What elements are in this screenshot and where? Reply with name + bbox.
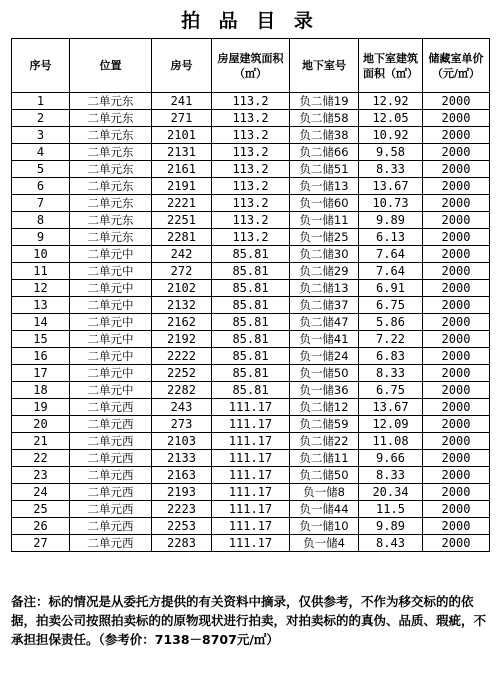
cell-lot-index: 8 xyxy=(12,212,70,229)
cell-house-area: 85.81 xyxy=(212,348,290,365)
cell-house-area: 111.17 xyxy=(212,399,290,416)
cell-room-number: 2131 xyxy=(152,144,212,161)
table-row xyxy=(12,331,490,348)
table-row xyxy=(12,382,490,399)
cell-lot-index: 27 xyxy=(12,535,70,552)
cell-basement-area: 10.73 xyxy=(359,195,423,212)
cell-unit-price: 2000 xyxy=(423,433,490,450)
cell-unit-price: 2000 xyxy=(423,416,490,433)
cell-location: 二单元西 xyxy=(70,484,152,501)
cell-house-area: 113.2 xyxy=(212,195,290,212)
cell-unit-price: 2000 xyxy=(423,331,490,348)
cell-basement-area: 10.92 xyxy=(359,127,423,144)
cell-lot-index: 25 xyxy=(12,501,70,518)
header-basement-number: 地下室号 xyxy=(290,39,359,93)
cell-location: 二单元西 xyxy=(70,433,152,450)
cell-basement-area: 20.34 xyxy=(359,484,423,501)
cell-house-area: 85.81 xyxy=(212,246,290,263)
table-row xyxy=(12,161,490,178)
cell-basement-area: 7.64 xyxy=(359,263,423,280)
cell-lot-index: 17 xyxy=(12,365,70,382)
cell-lot-index: 18 xyxy=(12,382,70,399)
cell-basement-area: 13.67 xyxy=(359,178,423,195)
cell-basement-number: 负二储22 xyxy=(290,433,359,450)
cell-location: 二单元中 xyxy=(70,314,152,331)
cell-basement-number: 负一储36 xyxy=(290,382,359,399)
cell-lot-index: 26 xyxy=(12,518,70,535)
cell-basement-area: 9.89 xyxy=(359,212,423,229)
cell-location: 二单元东 xyxy=(70,195,152,212)
cell-room-number: 2282 xyxy=(152,382,212,399)
cell-basement-area: 6.75 xyxy=(359,382,423,399)
header-storage-unit-price: 储藏室单价（元/㎡） xyxy=(423,39,490,93)
table-row xyxy=(12,280,490,297)
cell-lot-index: 19 xyxy=(12,399,70,416)
table-row xyxy=(12,195,490,212)
cell-basement-number: 负二储59 xyxy=(290,416,359,433)
cell-house-area: 111.17 xyxy=(212,467,290,484)
cell-unit-price: 2000 xyxy=(423,484,490,501)
cell-unit-price: 2000 xyxy=(423,501,490,518)
cell-location: 二单元东 xyxy=(70,212,152,229)
cell-unit-price: 2000 xyxy=(423,280,490,297)
cell-unit-price: 2000 xyxy=(423,365,490,382)
table-row xyxy=(12,246,490,263)
cell-location: 二单元东 xyxy=(70,229,152,246)
cell-room-number: 2162 xyxy=(152,314,212,331)
cell-room-number: 2133 xyxy=(152,450,212,467)
cell-basement-area: 7.64 xyxy=(359,246,423,263)
cell-location: 二单元中 xyxy=(70,246,152,263)
cell-lot-index: 10 xyxy=(12,246,70,263)
table-row xyxy=(12,93,490,110)
cell-basement-number: 负二储50 xyxy=(290,467,359,484)
cell-location: 二单元中 xyxy=(70,331,152,348)
cell-unit-price: 2000 xyxy=(423,110,490,127)
cell-house-area: 113.2 xyxy=(212,229,290,246)
cell-basement-number: 负一储50 xyxy=(290,365,359,382)
cell-room-number: 242 xyxy=(152,246,212,263)
cell-basement-area: 8.33 xyxy=(359,365,423,382)
table-row xyxy=(12,433,490,450)
lot-table-body xyxy=(12,93,490,552)
cell-unit-price: 2000 xyxy=(423,518,490,535)
cell-basement-number: 负一储4 xyxy=(290,535,359,552)
cell-lot-index: 13 xyxy=(12,297,70,314)
cell-location: 二单元西 xyxy=(70,416,152,433)
cell-unit-price: 2000 xyxy=(423,450,490,467)
cell-basement-number: 负二储11 xyxy=(290,450,359,467)
cell-basement-area: 12.09 xyxy=(359,416,423,433)
table-row xyxy=(12,127,490,144)
cell-basement-area: 5.86 xyxy=(359,314,423,331)
cell-house-area: 113.2 xyxy=(212,161,290,178)
cell-room-number: 2101 xyxy=(152,127,212,144)
cell-basement-number: 负一储13 xyxy=(290,178,359,195)
cell-room-number: 271 xyxy=(152,110,212,127)
cell-basement-area: 6.83 xyxy=(359,348,423,365)
disclaimer-note: 备注：标的情况是从委托方提供的有关资料中摘录，仅供参考，不作为移交标的的依据，拍卖公司按照拍卖标的的原物现状进行拍卖，对拍卖标的的真伪、品质、瑕疵，不承担担保责任。（参考价：7138－8707元/㎡） xyxy=(11,594,487,647)
table-row xyxy=(12,416,490,433)
table-row xyxy=(12,484,490,501)
cell-location: 二单元中 xyxy=(70,263,152,280)
header-room-number: 房号 xyxy=(152,39,212,93)
cell-house-area: 85.81 xyxy=(212,297,290,314)
cell-house-area: 85.81 xyxy=(212,382,290,399)
cell-house-area: 111.17 xyxy=(212,484,290,501)
cell-room-number: 2253 xyxy=(152,518,212,535)
cell-room-number: 2252 xyxy=(152,365,212,382)
cell-basement-area: 7.22 xyxy=(359,331,423,348)
cell-unit-price: 2000 xyxy=(423,127,490,144)
cell-unit-price: 2000 xyxy=(423,467,490,484)
table-row xyxy=(12,450,490,467)
cell-unit-price: 2000 xyxy=(423,348,490,365)
cell-basement-area: 9.66 xyxy=(359,450,423,467)
cell-house-area: 111.17 xyxy=(212,535,290,552)
cell-basement-area: 8.33 xyxy=(359,161,423,178)
cell-location: 二单元中 xyxy=(70,297,152,314)
table-header-row xyxy=(12,39,490,93)
cell-lot-index: 16 xyxy=(12,348,70,365)
cell-basement-number: 负一储60 xyxy=(290,195,359,212)
cell-room-number: 2193 xyxy=(152,484,212,501)
cell-basement-number: 负二储30 xyxy=(290,246,359,263)
table-row xyxy=(12,518,490,535)
cell-lot-index: 1 xyxy=(12,93,70,110)
cell-basement-number: 负一储8 xyxy=(290,484,359,501)
cell-lot-index: 9 xyxy=(12,229,70,246)
cell-lot-index: 11 xyxy=(12,263,70,280)
cell-house-area: 113.2 xyxy=(212,110,290,127)
cell-unit-price: 2000 xyxy=(423,195,490,212)
cell-basement-number: 负二储58 xyxy=(290,110,359,127)
cell-room-number: 2223 xyxy=(152,501,212,518)
cell-lot-index: 12 xyxy=(12,280,70,297)
cell-basement-number: 负二储12 xyxy=(290,399,359,416)
cell-unit-price: 2000 xyxy=(423,399,490,416)
cell-house-area: 113.2 xyxy=(212,93,290,110)
header-basement-area: 地下室建筑面积（㎡） xyxy=(359,39,423,93)
header-house-area: 房屋建筑面积（㎡） xyxy=(212,39,290,93)
cell-basement-number: 负一储44 xyxy=(290,501,359,518)
cell-location: 二单元西 xyxy=(70,399,152,416)
cell-room-number: 2161 xyxy=(152,161,212,178)
cell-basement-number: 负二储19 xyxy=(290,93,359,110)
cell-room-number: 2221 xyxy=(152,195,212,212)
cell-unit-price: 2000 xyxy=(423,314,490,331)
cell-basement-number: 负二储29 xyxy=(290,263,359,280)
cell-house-area: 85.81 xyxy=(212,331,290,348)
cell-basement-area: 11.5 xyxy=(359,501,423,518)
table-row xyxy=(12,144,490,161)
cell-house-area: 85.81 xyxy=(212,263,290,280)
cell-unit-price: 2000 xyxy=(423,382,490,399)
cell-basement-number: 负一储25 xyxy=(290,229,359,246)
cell-house-area: 111.17 xyxy=(212,416,290,433)
page-title: 拍 品 目 录 xyxy=(181,10,319,32)
cell-location: 二单元西 xyxy=(70,501,152,518)
cell-lot-index: 21 xyxy=(12,433,70,450)
table-row xyxy=(12,229,490,246)
cell-basement-number: 负一储10 xyxy=(290,518,359,535)
cell-lot-index: 7 xyxy=(12,195,70,212)
cell-location: 二单元西 xyxy=(70,518,152,535)
cell-basement-area: 9.89 xyxy=(359,518,423,535)
table-row xyxy=(12,365,490,382)
cell-house-area: 113.2 xyxy=(212,127,290,144)
cell-basement-number: 负一储24 xyxy=(290,348,359,365)
table-row xyxy=(12,399,490,416)
cell-location: 二单元西 xyxy=(70,450,152,467)
cell-room-number: 2281 xyxy=(152,229,212,246)
lot-table xyxy=(11,38,490,552)
cell-room-number: 272 xyxy=(152,263,212,280)
cell-lot-index: 2 xyxy=(12,110,70,127)
cell-lot-index: 6 xyxy=(12,178,70,195)
cell-basement-area: 12.05 xyxy=(359,110,423,127)
table-row xyxy=(12,297,490,314)
cell-room-number: 2163 xyxy=(152,467,212,484)
cell-location: 二单元中 xyxy=(70,280,152,297)
cell-lot-index: 5 xyxy=(12,161,70,178)
cell-location: 二单元西 xyxy=(70,467,152,484)
cell-unit-price: 2000 xyxy=(423,212,490,229)
cell-lot-index: 3 xyxy=(12,127,70,144)
cell-room-number: 241 xyxy=(152,93,212,110)
cell-basement-number: 负二储47 xyxy=(290,314,359,331)
cell-unit-price: 2000 xyxy=(423,535,490,552)
cell-basement-area: 11.08 xyxy=(359,433,423,450)
cell-basement-area: 8.33 xyxy=(359,467,423,484)
cell-house-area: 111.17 xyxy=(212,433,290,450)
cell-location: 二单元东 xyxy=(70,178,152,195)
cell-house-area: 111.17 xyxy=(212,518,290,535)
cell-lot-index: 20 xyxy=(12,416,70,433)
cell-basement-area: 13.67 xyxy=(359,399,423,416)
cell-room-number: 273 xyxy=(152,416,212,433)
cell-location: 二单元中 xyxy=(70,382,152,399)
table-row xyxy=(12,501,490,518)
table-row xyxy=(12,212,490,229)
cell-house-area: 85.81 xyxy=(212,365,290,382)
table-row xyxy=(12,178,490,195)
cell-house-area: 85.81 xyxy=(212,280,290,297)
cell-basement-area: 12.92 xyxy=(359,93,423,110)
cell-basement-area: 6.13 xyxy=(359,229,423,246)
header-index: 序号 xyxy=(12,39,70,93)
cell-lot-index: 15 xyxy=(12,331,70,348)
cell-location: 二单元东 xyxy=(70,127,152,144)
table-row xyxy=(12,467,490,484)
cell-unit-price: 2000 xyxy=(423,229,490,246)
cell-unit-price: 2000 xyxy=(423,161,490,178)
cell-basement-area: 6.75 xyxy=(359,297,423,314)
cell-house-area: 111.17 xyxy=(212,450,290,467)
cell-basement-area: 6.91 xyxy=(359,280,423,297)
cell-room-number: 2283 xyxy=(152,535,212,552)
cell-room-number: 2192 xyxy=(152,331,212,348)
cell-location: 二单元东 xyxy=(70,110,152,127)
cell-basement-number: 负一储11 xyxy=(290,212,359,229)
cell-basement-number: 负二储13 xyxy=(290,280,359,297)
cell-unit-price: 2000 xyxy=(423,263,490,280)
table-row xyxy=(12,314,490,331)
cell-house-area: 113.2 xyxy=(212,144,290,161)
cell-basement-area: 9.58 xyxy=(359,144,423,161)
cell-basement-number: 负二储66 xyxy=(290,144,359,161)
cell-room-number: 2103 xyxy=(152,433,212,450)
cell-location: 二单元中 xyxy=(70,365,152,382)
table-row xyxy=(12,348,490,365)
table-row xyxy=(12,110,490,127)
cell-basement-number: 负一储41 xyxy=(290,331,359,348)
cell-lot-index: 23 xyxy=(12,467,70,484)
cell-unit-price: 2000 xyxy=(423,246,490,263)
cell-house-area: 113.2 xyxy=(212,212,290,229)
cell-lot-index: 22 xyxy=(12,450,70,467)
cell-basement-area: 8.43 xyxy=(359,535,423,552)
cell-lot-index: 24 xyxy=(12,484,70,501)
cell-house-area: 113.2 xyxy=(212,178,290,195)
table-row xyxy=(12,535,490,552)
cell-house-area: 111.17 xyxy=(212,501,290,518)
cell-room-number: 2251 xyxy=(152,212,212,229)
header-location: 位置 xyxy=(70,39,152,93)
cell-location: 二单元东 xyxy=(70,161,152,178)
cell-basement-number: 负二储37 xyxy=(290,297,359,314)
cell-basement-number: 负二储51 xyxy=(290,161,359,178)
cell-location: 二单元中 xyxy=(70,348,152,365)
cell-room-number: 243 xyxy=(152,399,212,416)
cell-room-number: 2102 xyxy=(152,280,212,297)
cell-unit-price: 2000 xyxy=(423,93,490,110)
cell-location: 二单元东 xyxy=(70,93,152,110)
cell-room-number: 2222 xyxy=(152,348,212,365)
cell-unit-price: 2000 xyxy=(423,144,490,161)
cell-location: 二单元西 xyxy=(70,535,152,552)
cell-lot-index: 14 xyxy=(12,314,70,331)
cell-room-number: 2132 xyxy=(152,297,212,314)
cell-basement-number: 负二储38 xyxy=(290,127,359,144)
cell-room-number: 2191 xyxy=(152,178,212,195)
cell-location: 二单元东 xyxy=(70,144,152,161)
cell-lot-index: 4 xyxy=(12,144,70,161)
cell-unit-price: 2000 xyxy=(423,297,490,314)
cell-unit-price: 2000 xyxy=(423,178,490,195)
cell-house-area: 85.81 xyxy=(212,314,290,331)
table-row xyxy=(12,263,490,280)
